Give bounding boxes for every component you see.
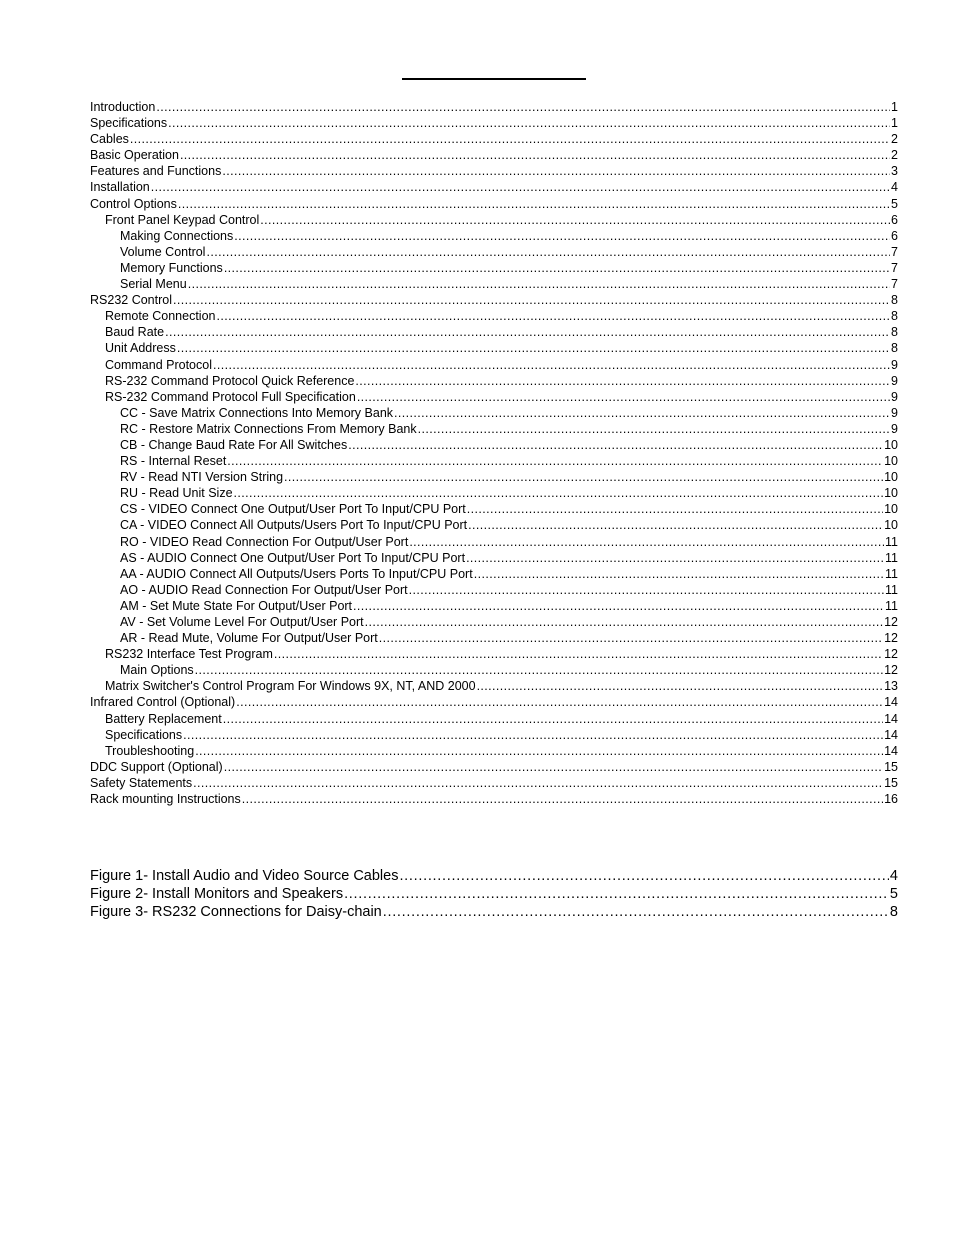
- toc-entry[interactable]: [90, 308, 898, 324]
- toc-entry[interactable]: [90, 469, 898, 485]
- entry-title: Memory Functions: [120, 260, 223, 275]
- entry-title: Basic Operation: [90, 148, 179, 163]
- toc-entry[interactable]: [90, 196, 898, 212]
- entry-title: Specifications: [90, 116, 168, 131]
- page-number: 9: [891, 357, 898, 372]
- toc-entry[interactable]: [90, 357, 898, 373]
- toc-entry[interactable]: [90, 598, 898, 614]
- toc-entry[interactable]: [90, 694, 898, 710]
- entry-title: Introduction: [90, 100, 156, 114]
- toc-entry[interactable]: [90, 662, 898, 678]
- page-number: 14: [884, 727, 898, 742]
- dot-leader: [213, 357, 890, 373]
- entry-title: Infrared Control (Optional): [90, 695, 236, 710]
- dot-leader: [466, 550, 884, 566]
- entry-title: Baud Rate: [105, 325, 165, 340]
- figure-entry[interactable]: [90, 885, 898, 903]
- page-number: 9: [891, 373, 898, 388]
- page-number: 6: [891, 228, 898, 243]
- dot-leader: [467, 501, 883, 517]
- entry-title: Safety Statements: [90, 775, 193, 790]
- toc-entry[interactable]: [90, 630, 898, 646]
- toc-entry[interactable]: [90, 582, 898, 598]
- page-number: 10: [884, 470, 898, 485]
- entry-title: Control Options: [90, 196, 177, 211]
- page-number: 14: [884, 711, 898, 726]
- entry-title: Remote Connection: [105, 309, 216, 324]
- page-number: 8: [891, 293, 898, 308]
- toc-entry[interactable]: [90, 501, 898, 517]
- entry-title: RC - Restore Matrix Connections From Memory Bank: [120, 421, 417, 436]
- dot-leader: [409, 582, 884, 598]
- entry-title: Rack mounting Instructions: [90, 792, 241, 807]
- toc-entry[interactable]: [90, 646, 898, 662]
- entry-title: Main Options: [120, 663, 194, 678]
- entry-title: Unit Address: [105, 341, 176, 356]
- dot-leader: [130, 131, 890, 147]
- toc-entry[interactable]: [90, 566, 898, 582]
- entry-title: CB - Change Baud Rate For All Switches: [120, 437, 348, 452]
- dot-leader: [178, 196, 890, 212]
- toc-entry[interactable]: [90, 276, 898, 292]
- page-number: 5: [889, 886, 898, 902]
- entry-title: RS-232 Command Protocol Quick Reference: [105, 373, 355, 388]
- entry-title: AA - AUDIO Connect All Outputs/Users Ports To Input/CPU Port: [120, 566, 473, 581]
- page-number: 11: [885, 582, 898, 597]
- entry-title: AV - Set Volume Level For Output/User Port: [120, 615, 364, 629]
- entry-title: AM - Set Mute State For Output/User Port: [120, 598, 353, 613]
- toc-entry[interactable]: [90, 678, 898, 694]
- dot-leader: [236, 694, 883, 710]
- toc-entry[interactable]: [90, 437, 898, 453]
- page-number: 9: [891, 389, 898, 404]
- entry-title: RU - Read Unit Size: [120, 486, 233, 501]
- dot-leader: [260, 212, 890, 228]
- toc-entry[interactable]: [90, 147, 898, 163]
- dot-leader: [206, 244, 890, 260]
- page-number: 16: [884, 792, 898, 807]
- dot-leader: [474, 566, 884, 582]
- page-number: 10: [884, 454, 898, 469]
- entry-title: Figure 3- RS232 Connections for Daisy-chain: [90, 904, 382, 920]
- figure-entry[interactable]: [90, 903, 898, 921]
- dot-leader: [193, 775, 883, 791]
- entry-title: AS - AUDIO Connect One Output/User Port To Input/CPU Port: [120, 550, 466, 565]
- entry-title: Front Panel Keypad Control: [105, 212, 260, 227]
- page-number: 6: [891, 212, 898, 227]
- dot-leader: [156, 99, 890, 115]
- entry-title: Troubleshooting: [105, 743, 195, 758]
- dot-leader: [165, 324, 890, 340]
- page-number: 13: [884, 679, 898, 694]
- toc-entry[interactable]: [90, 550, 898, 566]
- page-number: 12: [884, 663, 898, 678]
- toc-entry[interactable]: [90, 340, 898, 356]
- dot-leader: [183, 727, 883, 743]
- toc-entry[interactable]: [90, 324, 898, 340]
- toc-entry[interactable]: [90, 727, 898, 743]
- page-number: 3: [891, 164, 898, 179]
- entry-title: AR - Read Mute, Volume For Output/User Port: [120, 631, 378, 646]
- dot-leader: [216, 308, 890, 324]
- entry-title: RS-232 Command Protocol Full Specification: [105, 389, 356, 404]
- dot-leader: [224, 759, 883, 775]
- toc-entry[interactable]: [90, 453, 898, 469]
- dot-leader: [177, 340, 890, 356]
- toc-entry[interactable]: [90, 421, 898, 437]
- dot-leader: [394, 405, 890, 421]
- toc-entry[interactable]: [90, 534, 898, 550]
- entry-title: CS - VIDEO Connect One Output/User Port To Input/CPU Port: [120, 502, 466, 517]
- page-number: 2: [891, 132, 898, 147]
- entry-title: DDC Support (Optional): [90, 759, 223, 774]
- dot-leader: [274, 646, 883, 662]
- toc-entry[interactable]: [90, 711, 898, 727]
- toc-entry[interactable]: [90, 485, 898, 501]
- table-of-contents: [90, 99, 898, 807]
- entry-title: Cables: [90, 132, 129, 147]
- page-number: 14: [884, 743, 898, 758]
- figure-entry[interactable]: [90, 867, 898, 885]
- dot-leader: [418, 421, 890, 437]
- dot-leader: [477, 678, 884, 694]
- page-number: 9: [891, 421, 898, 436]
- entry-title: CC - Save Matrix Connections Into Memory Bank: [120, 405, 394, 420]
- toc-entry[interactable]: [90, 131, 898, 147]
- entry-title: RS232 Control: [90, 293, 172, 308]
- page-number: 10: [884, 437, 898, 452]
- dot-leader: [223, 711, 883, 727]
- dot-leader: [173, 292, 890, 308]
- toc-entry[interactable]: [90, 260, 898, 276]
- toc-entry[interactable]: [90, 244, 898, 260]
- toc-entry[interactable]: [90, 775, 898, 791]
- toc-entry[interactable]: [90, 163, 898, 179]
- page-number: 10: [884, 518, 898, 533]
- dot-leader: [357, 389, 890, 405]
- dot-leader: [468, 517, 883, 533]
- page-number: 11: [885, 598, 898, 613]
- page-number: 12: [884, 647, 898, 662]
- page-number: 11: [885, 534, 898, 549]
- toc-entry[interactable]: [90, 389, 898, 405]
- toc-entry[interactable]: [90, 614, 898, 630]
- dot-leader: [242, 791, 883, 807]
- toc-entry[interactable]: [90, 99, 898, 115]
- dot-leader: [234, 228, 890, 244]
- page-number: 4: [889, 868, 898, 884]
- page-number: 10: [884, 486, 898, 501]
- dot-leader: [365, 614, 883, 630]
- dot-leader: [399, 867, 888, 885]
- dot-leader: [195, 662, 883, 678]
- dot-leader: [355, 373, 890, 389]
- dot-leader: [234, 485, 884, 501]
- toc-entry[interactable]: [90, 212, 898, 228]
- dot-leader: [227, 453, 883, 469]
- page-number: 8: [891, 325, 898, 340]
- page-number: 1: [891, 100, 898, 114]
- toc-entry[interactable]: [90, 292, 898, 308]
- page-number: 4: [891, 180, 898, 195]
- entry-title: RS - Internal Reset: [120, 454, 227, 469]
- page-number: 14: [884, 695, 898, 710]
- list-of-figures: [90, 867, 898, 921]
- title-underline: [402, 78, 586, 80]
- page-number: 9: [891, 405, 898, 420]
- dot-leader: [383, 903, 889, 921]
- entry-title: Installation: [90, 180, 150, 195]
- entry-title: AO - AUDIO Read Connection For Output/User Port: [120, 582, 408, 597]
- entry-title: Matrix Switcher's Control Program For Windows 9X, NT, AND 2000: [105, 679, 476, 694]
- dot-leader: [348, 437, 883, 453]
- page-number: 7: [891, 260, 898, 275]
- page-number: 2: [891, 148, 898, 163]
- dot-leader: [168, 115, 890, 131]
- entry-title: RS232 Interface Test Program: [105, 647, 273, 662]
- dot-leader: [151, 179, 890, 195]
- page-number: 15: [884, 775, 898, 790]
- entry-title: Features and Functions: [90, 164, 222, 179]
- dot-leader: [195, 743, 883, 759]
- dot-leader: [353, 598, 884, 614]
- dot-leader: [224, 260, 890, 276]
- page-number: 8: [889, 904, 898, 920]
- page-number: 15: [884, 759, 898, 774]
- entry-title: RV - Read NTI Version String: [120, 470, 284, 485]
- entry-title: Command Protocol: [105, 357, 212, 372]
- dot-leader: [284, 469, 883, 485]
- toc-entry[interactable]: [90, 759, 898, 775]
- toc-entry[interactable]: [90, 228, 898, 244]
- toc-entry[interactable]: [90, 791, 898, 807]
- entry-title: Volume Control: [120, 244, 206, 259]
- dot-leader: [188, 276, 890, 292]
- page-number: 1: [891, 116, 898, 131]
- toc-entry[interactable]: [90, 373, 898, 389]
- entry-title: CA - VIDEO Connect All Outputs/Users Port To Input/CPU Port: [120, 518, 468, 533]
- dot-leader: [409, 534, 884, 550]
- page-number: 12: [884, 631, 898, 646]
- entry-title: Figure 2- Install Monitors and Speakers: [90, 886, 344, 902]
- toc-entry[interactable]: [90, 743, 898, 759]
- page-number: 5: [891, 196, 898, 211]
- entry-title: Serial Menu: [120, 277, 187, 292]
- dot-leader: [344, 885, 889, 903]
- page-number: 8: [891, 341, 898, 356]
- page-number: 8: [891, 309, 898, 324]
- page-number: 11: [885, 550, 898, 565]
- entry-title: Battery Replacement: [105, 711, 222, 726]
- entry-title: Specifications: [105, 727, 183, 742]
- dot-leader: [222, 163, 890, 179]
- page-number: 11: [885, 566, 898, 581]
- page-number: 7: [891, 277, 898, 292]
- entry-title: Figure 1- Install Audio and Video Source Cables: [90, 868, 399, 884]
- page-number: 12: [884, 615, 898, 629]
- page-number: 10: [884, 502, 898, 517]
- toc-entry[interactable]: [90, 115, 898, 131]
- toc-entry[interactable]: [90, 517, 898, 533]
- dot-leader: [180, 147, 890, 163]
- page-number: 7: [891, 244, 898, 259]
- entry-title: RO - VIDEO Read Connection For Output/User Port: [120, 534, 409, 549]
- toc-entry[interactable]: [90, 405, 898, 421]
- dot-leader: [379, 630, 883, 646]
- toc-entry[interactable]: [90, 179, 898, 195]
- entry-title: Making Connections: [120, 228, 234, 243]
